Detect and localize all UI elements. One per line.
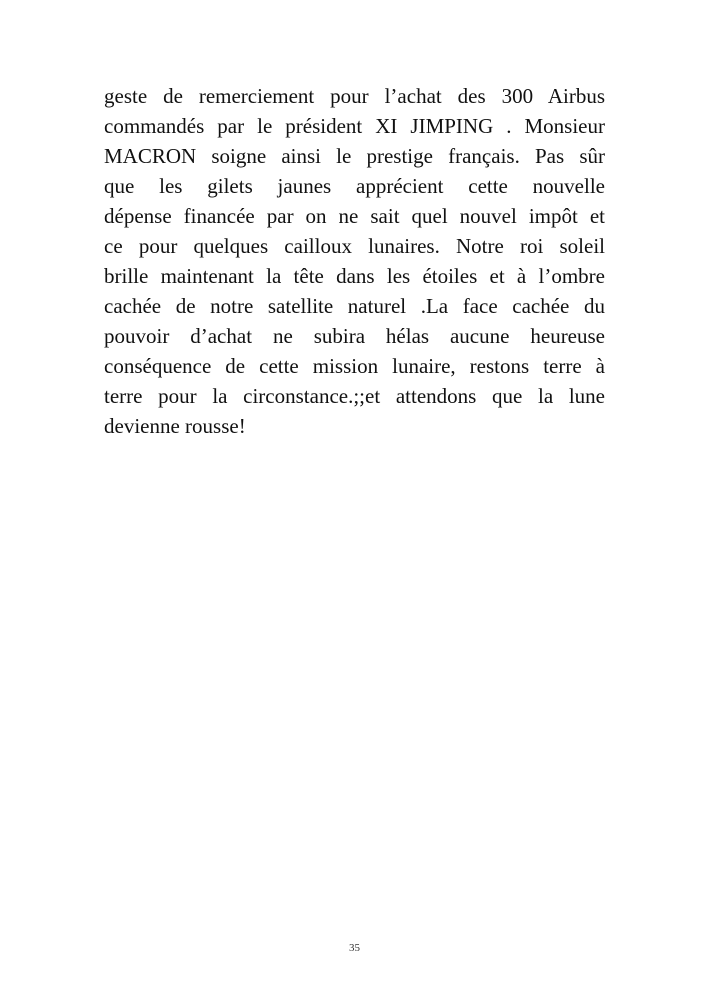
text-line-9: pouvoir d’achat ne subira hélas aucune heureuse bbox=[104, 324, 605, 348]
body-paragraph bbox=[104, 81, 605, 441]
text-line-10: conséquence de cette mission lunaire, restons terre à bbox=[104, 354, 605, 378]
text-line-2: commandés par le président XI JIMPING . Monsieur bbox=[104, 114, 605, 138]
text-line-4: que les gilets jaunes apprécient cette nouvelle bbox=[104, 174, 605, 198]
text-line-7: brille maintenant la tête dans les étoiles et à l’ombre bbox=[104, 264, 605, 288]
text-line-5: dépense financée par on ne sait quel nouvel impôt et bbox=[104, 204, 605, 228]
text-line-11: terre pour la circonstance.;;et attendons que la lune bbox=[104, 384, 605, 408]
page-number: 35 bbox=[349, 942, 360, 954]
text-line-1: geste de remerciement pour l’achat des 300 Airbus bbox=[104, 84, 605, 108]
text-line-3: MACRON soigne ainsi le prestige français. Pas sûr bbox=[104, 144, 605, 168]
text-line-12: devienne rousse! bbox=[104, 414, 246, 438]
text-line-6: ce pour quelques cailloux lunaires. Notre roi soleil bbox=[104, 234, 605, 258]
text-line-8: cachée de notre satellite naturel .La face cachée du bbox=[104, 294, 605, 318]
